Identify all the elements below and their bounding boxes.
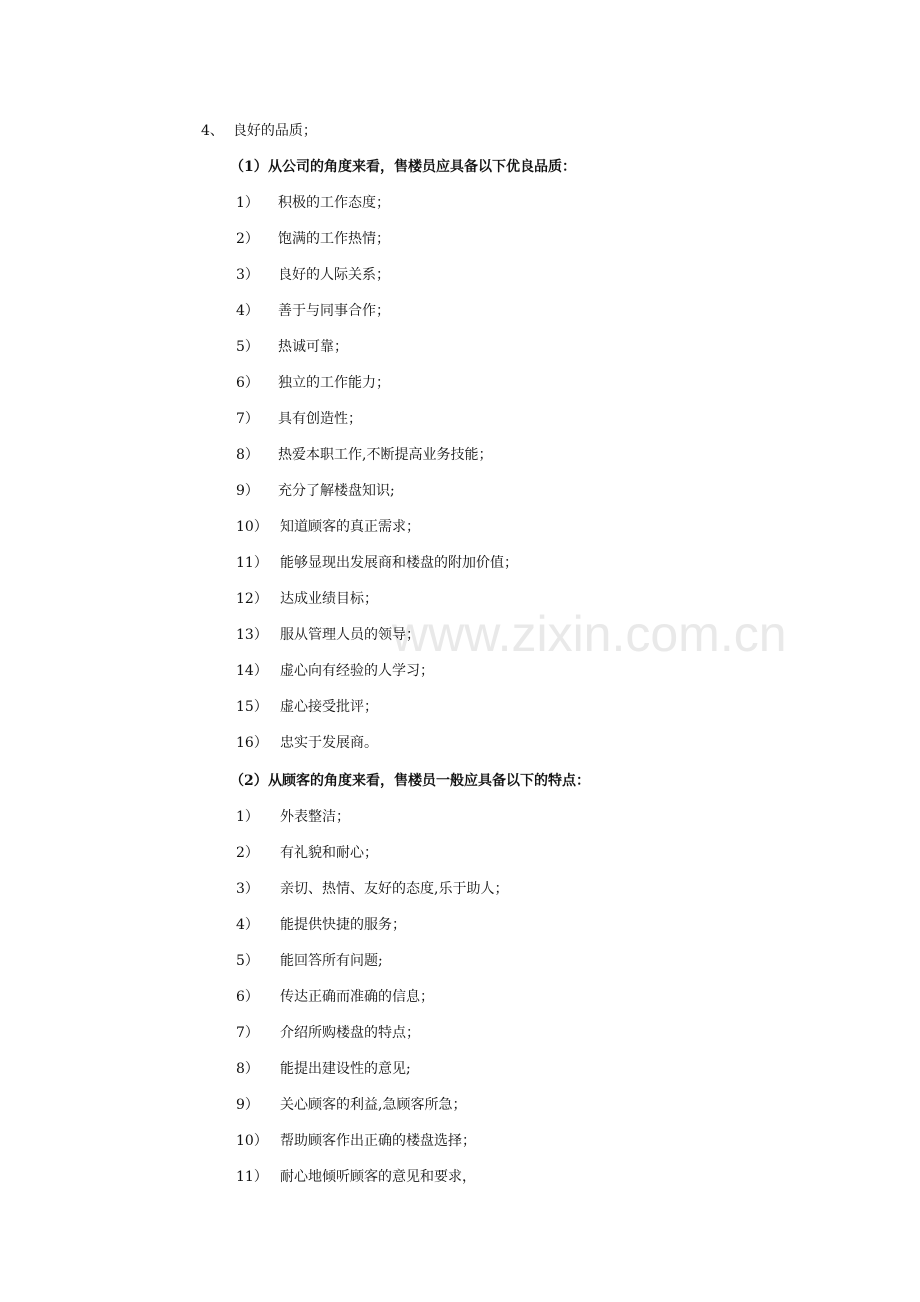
list-item [236, 1059, 411, 1079]
list-item [236, 373, 390, 393]
item-text: 传达正确而准确的信息； [280, 989, 434, 1005]
sub-heading-customer [230, 771, 590, 791]
item-number: 8） [236, 447, 259, 463]
list-item [236, 697, 378, 717]
item-text: 介绍所购楼盘的特点； [280, 1025, 420, 1041]
list-item [236, 879, 508, 899]
list-item [236, 589, 378, 609]
heading-number: 4、 [201, 123, 224, 139]
item-text: 忠实于发展商。 [280, 735, 378, 751]
list-item [236, 265, 390, 285]
list-item [236, 553, 518, 573]
sub-heading-number: （2） [230, 773, 268, 789]
list-item [236, 1167, 476, 1187]
item-number: 6） [236, 989, 259, 1005]
item-number: 10） [236, 519, 268, 535]
sub-heading-company [230, 157, 576, 177]
item-text: 达成业绩目标； [280, 591, 378, 607]
item-number: 3） [236, 267, 259, 283]
item-number: 1） [236, 809, 259, 825]
list-item [236, 915, 406, 935]
item-text: 服从管理人员的领导； [280, 627, 420, 643]
list-item [236, 661, 434, 681]
item-text: 能提出建设性的意见; [280, 1061, 411, 1077]
heading-text: 良好的品质； [232, 123, 317, 139]
item-text: 具有创造性； [278, 411, 362, 427]
list-item [236, 337, 348, 357]
item-number: 13） [236, 627, 268, 643]
item-number: 11） [236, 555, 268, 571]
sub-heading-number: （1） [230, 159, 268, 175]
item-text: 能回答所有问题; [280, 953, 383, 969]
item-number: 12） [236, 591, 268, 607]
item-number: 11） [236, 1169, 268, 1185]
list-item [236, 517, 420, 537]
list-item [236, 1131, 476, 1151]
item-text: 知道顾客的真正需求； [280, 519, 420, 535]
sub-heading-title: 从公司的角度来看，售楼员应具备以下优良品质： [268, 159, 576, 175]
item-text: 虚心接受批评； [280, 699, 378, 715]
item-number: 7） [236, 1025, 259, 1041]
item-number: 15） [236, 699, 268, 715]
item-text: 善于与同事合作； [278, 303, 390, 319]
item-text: 良好的人际关系； [278, 267, 390, 283]
list-item [236, 481, 395, 501]
watermark: www.zixin.com.cn [392, 606, 787, 662]
item-number: 8） [236, 1061, 259, 1077]
item-text: 外表整洁； [280, 809, 350, 825]
item-text: 热诚可靠； [278, 339, 348, 355]
list-item [236, 625, 420, 645]
list-item [236, 229, 390, 249]
item-number: 16） [236, 735, 268, 751]
list-item [236, 1095, 466, 1115]
item-text: 亲切、热情、友好的态度,乐于助人； [280, 881, 509, 897]
item-number: 4） [236, 917, 259, 933]
list-item [236, 1023, 420, 1043]
list-item [236, 301, 390, 321]
item-number: 2） [236, 845, 259, 861]
item-number: 10） [236, 1133, 268, 1149]
item-text: 能提供快捷的服务； [280, 917, 406, 933]
section-heading [201, 121, 317, 141]
list-item [236, 807, 350, 827]
item-number: 4） [236, 303, 259, 319]
list-item [236, 733, 378, 753]
list-item [236, 951, 383, 971]
item-text: 积极的工作态度； [278, 195, 390, 211]
item-number: 14） [236, 663, 268, 679]
sub-heading-title: 从顾客的角度来看，售楼员一般应具备以下的特点： [268, 773, 590, 789]
item-text: 充分了解楼盘知识; [278, 483, 395, 499]
item-text: 耐心地倾听顾客的意见和要求， [280, 1169, 476, 1185]
item-text: 热爱本职工作,不断提高业务技能； [278, 447, 493, 463]
item-number: 2） [236, 231, 259, 247]
list-item [236, 843, 378, 863]
list-item [236, 409, 362, 429]
item-text: 独立的工作能力； [278, 375, 390, 391]
list-item [236, 987, 434, 1007]
item-number: 5） [236, 953, 259, 969]
list-item [236, 445, 492, 465]
item-number: 9） [236, 1097, 259, 1113]
list-item [236, 193, 390, 213]
item-text: 虚心向有经验的人学习； [280, 663, 434, 679]
item-number: 1） [236, 195, 259, 211]
item-number: 9） [236, 483, 259, 499]
item-text: 帮助顾客作出正确的楼盘选择； [280, 1133, 476, 1149]
item-number: 6） [236, 375, 259, 391]
item-text: 有礼貌和耐心； [280, 845, 378, 861]
item-text: 饱满的工作热情； [278, 231, 390, 247]
item-text: 关心顾客的利益,急顾客所急； [280, 1097, 467, 1113]
item-number: 7） [236, 411, 259, 427]
item-number: 5） [236, 339, 259, 355]
item-number: 3） [236, 881, 259, 897]
item-text: 能够显现出发展商和楼盘的附加价值； [280, 555, 518, 571]
